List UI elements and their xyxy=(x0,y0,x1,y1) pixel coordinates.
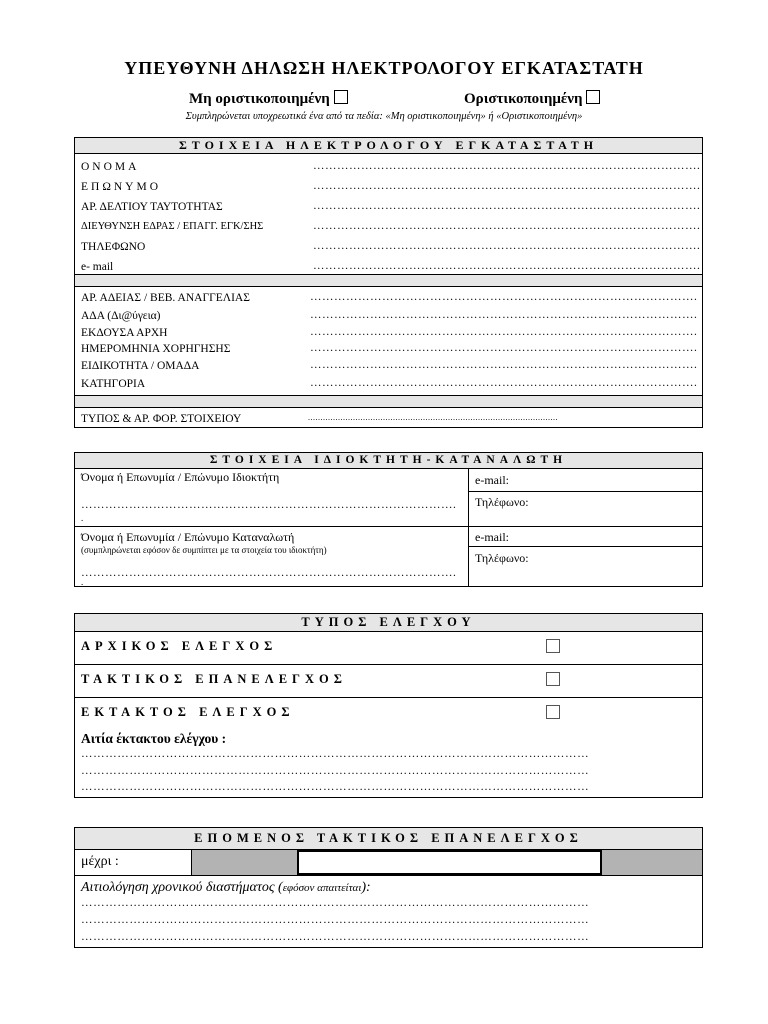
status-note: Συμπληρώνεται υποχρεωτικά ένα από τα πεδία: «Μη οριστικοποιημένη» ή «Οριστικοποιημένη» xyxy=(185,111,583,122)
initial-inspection-label: ΑΡΧΙΚΟΣ ΕΛΕΓΧΟΣ xyxy=(81,639,278,653)
specialty-field[interactable]: ……………………………………………………………………………………. xyxy=(310,359,698,371)
justification-line[interactable]: ……………………………………………………………………………………………………………… xyxy=(81,931,590,943)
owner-email-label[interactable]: e-mail: xyxy=(475,473,509,487)
inspection-section xyxy=(74,613,703,798)
regular-reinspection-label: ΤΑΚΤΙΚΟΣ ΕΠΑΝΕΛΕΓΧΟΣ xyxy=(81,672,347,686)
ada-label: ΑΔΑ (Δι@ύγεια) xyxy=(81,310,161,322)
surname-label: ΕΠΩΝΥΜΟ xyxy=(81,181,162,193)
grey-cell xyxy=(191,850,300,875)
page-title: ΥΠΕΥΘΥΝΗ ΔΗΛΩΣΗ ΗΛΕΚΤΡΟΛΟΓΟΥ ΕΓΚΑΤΑΣΤΑΤΗ xyxy=(124,58,644,78)
justification-note: εφόσον απαιτείται xyxy=(282,882,362,894)
consumer-name-label: Όνομα ή Επωνυμία / Επώνυμο Καταναλωτή xyxy=(81,530,295,544)
row-divider xyxy=(75,697,702,698)
issue-date-field[interactable]: ……………………………………………………………………………………. xyxy=(310,342,698,354)
justification-end: ): xyxy=(361,880,371,895)
next-reinspection-section xyxy=(74,827,703,948)
status-final xyxy=(464,90,600,108)
final-checkbox[interactable] xyxy=(586,90,600,104)
inspection-header: ΤΥΠΟΣ ΕΛΕΓΧΟΥ xyxy=(75,614,702,632)
certificate-type-label: ΤΥΠΟΣ & ΑΡ. ΦΟΡ. ΣΤΟΙΧΕΙΟΥ xyxy=(81,413,242,425)
phone-field[interactable]: ……………………………………………………………………………………. xyxy=(313,240,701,252)
license-label: ΑΡ. ΑΔΕΙΑΣ / ΒΕΒ. ΑΝΑΓΓΕΛΙΑΣ xyxy=(81,292,250,304)
section-divider xyxy=(75,274,702,287)
extraordinary-inspection-checkbox[interactable] xyxy=(546,705,560,719)
reason-line[interactable]: ……………………………………………………………………………………………………………… xyxy=(81,781,590,793)
row-divider xyxy=(75,875,702,876)
category-field[interactable]: ……………………………………………………………………………………. xyxy=(310,377,698,389)
row-divider xyxy=(75,526,702,527)
surname-field[interactable]: ……………………………………………………………………………………. xyxy=(313,180,701,192)
owner-header: ΣΤΟΙΧΕΙΑ ΙΔΙΟΚΤΗΤΗ-ΚΑΤΑΝΑΛΩΤΗ xyxy=(75,453,702,469)
issuing-authority-field[interactable]: ……………………………………………………………………………………. xyxy=(310,326,698,338)
name-field[interactable]: ……………………………………………………………………………………. xyxy=(313,160,701,172)
phone-label: ΤΗΛΕΦΩΝΟ xyxy=(81,241,146,253)
cell-divider xyxy=(468,491,702,492)
row-divider xyxy=(75,664,702,665)
email-label: e- mail xyxy=(81,261,114,273)
next-reinspection-header: ΕΠΟΜΕΝΟΣ ΤΑΚΤΙΚΟΣ ΕΠΑΝΕΛΕΓΧΟΣ xyxy=(75,828,702,850)
issuing-authority-label: ΕΚΔΟΥΣΑ ΑΡΧΗ xyxy=(81,327,168,339)
consumer-name-field[interactable]: …………………………………………………………………………………. xyxy=(81,567,457,579)
certificate-type-field[interactable]: .................................................................................................... xyxy=(308,413,558,422)
status-non-final xyxy=(189,90,348,108)
owner-name-label: Όνομα ή Επωνυμία / Επώνυμο Ιδιοκτήτη xyxy=(81,470,280,484)
section-divider xyxy=(75,395,702,408)
id-card-field[interactable]: ……………………………………………………………………………………. xyxy=(313,200,701,212)
owner-phone-label[interactable]: Τηλέφωνο: xyxy=(475,495,529,509)
grey-cell xyxy=(602,850,702,875)
final-label: Οριστικοποιημένη xyxy=(464,91,583,107)
justification-text: Αιτιολόγηση χρονικού διαστήματος ( xyxy=(81,880,283,895)
category-label: ΚΑΤΗΓΟΡΙΑ xyxy=(81,378,146,390)
electrician-header: ΣΤΟΙΧΕΙΑ ΗΛΕΚΤΡΟΛΟΓΟΥ ΕΓΚΑΤΑΣΤΑΤΗ xyxy=(75,138,702,154)
owner-name-field[interactable]: …………………………………………………………………………………. xyxy=(81,499,457,511)
justification-line[interactable]: ……………………………………………………………………………………………………………… xyxy=(81,914,590,926)
id-card-label: ΑΡ. ΔΕΛΤΙΟΥ ΤΑΥΤΟΤΗΤΑΣ xyxy=(81,201,223,213)
non-final-label: Μη οριστικοποιημένη xyxy=(189,91,330,107)
reason-line[interactable]: ……………………………………………………………………………………………………………… xyxy=(81,748,590,760)
license-field[interactable]: ……………………………………………………………………………………. xyxy=(310,291,698,303)
address-field[interactable]: ……………………………………………………………………………………. xyxy=(313,220,701,232)
justification-line[interactable]: ……………………………………………………………………………………………………………… xyxy=(81,897,590,909)
justification-label xyxy=(81,880,371,896)
consumer-note: (συμπληρώνεται εφόσον δε συμπίπτει με τα στοιχεία του ιδιοκτήτη) xyxy=(81,545,327,555)
issue-date-label: ΗΜΕΡΟΜΗΝΙΑ ΧΟΡΗΓΗΣΗΣ xyxy=(81,343,231,355)
regular-reinspection-checkbox[interactable] xyxy=(546,672,560,686)
address-label: ΔΙΕΥΘΥΝΣΗ ΕΔΡΑΣ / ΕΠΑΓΓ. ΕΓΚ/ΣΗΣ xyxy=(81,221,264,232)
extraordinary-reason-label: Αιτία έκτακτου ελέγχου : xyxy=(81,731,227,746)
name-label: ΟΝΟΜΑ xyxy=(81,161,140,173)
initial-inspection-checkbox[interactable] xyxy=(546,639,560,653)
until-date-field[interactable] xyxy=(297,850,602,875)
specialty-label: ΕΙΔΙΚΟΤΗΤΑ / ΟΜΑΔΑ xyxy=(81,360,200,372)
ada-field[interactable]: ……………………………………………………………………………………. xyxy=(310,309,698,321)
electrician-section xyxy=(74,137,703,428)
until-label: μέχρι : xyxy=(81,854,119,869)
extraordinary-inspection-label: ΕΚΤΑΚΤΟΣ ΕΛΕΓΧΟΣ xyxy=(81,705,295,719)
consumer-phone-label[interactable]: Τηλέφωνο: xyxy=(475,551,529,565)
column-divider xyxy=(468,468,469,586)
owner-section xyxy=(74,452,703,587)
cell-divider xyxy=(468,546,702,547)
non-final-checkbox[interactable] xyxy=(334,90,348,104)
consumer-trail: . xyxy=(81,577,84,587)
reason-line[interactable]: ……………………………………………………………………………………………………………… xyxy=(81,765,590,777)
owner-trail: . xyxy=(81,513,84,523)
consumer-email-label[interactable]: e-mail: xyxy=(475,530,509,544)
email-field[interactable]: ……………………………………………………………………………………. xyxy=(313,260,701,272)
